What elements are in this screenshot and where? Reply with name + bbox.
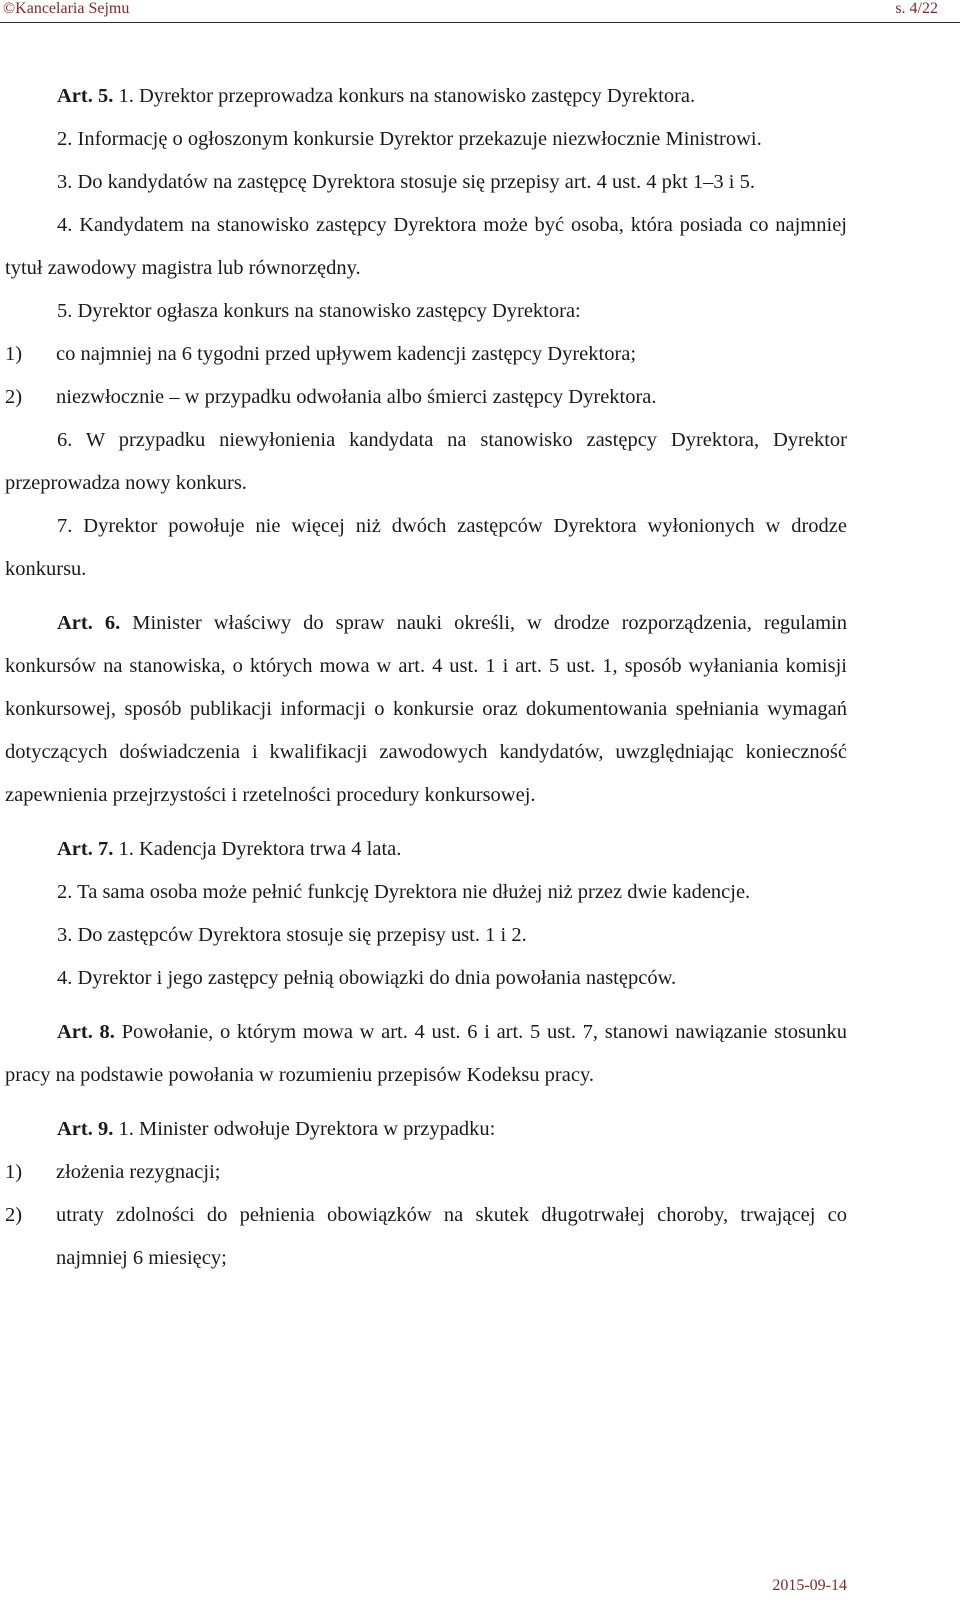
art6-para: Art. 6. Minister właściwy do spraw nauki określi, w drodze rozporządzenia, regulamin konkursów na stanowiska, o których mowa w art. 4 ust. 1 i art. 5 ust. 1, sposób wyłaniania komisji konkursowej, sposób publikacji informacji o konkursie oraz dokumentowania spełniania wymagań dotyczących doświadczenia i kwalifikacji zawodowych kandydatów, uwzględniając konieczność zapewnienia przejrzystości i rzetelności procedury konkursowej.	[5, 612, 848, 806]
art5-para-3: 3. Do kandydatów na zastępcę Dyrektora stosuje się przepisy art. 4 ust. 4 pkt 1–3 i 5.	[57, 171, 755, 193]
art7-label: Art. 7.	[57, 838, 114, 860]
art5-para-2: 2. Informację o ogłoszonym konkursie Dyrektor przekazuje niezwłocznie Ministrowi.	[57, 128, 762, 150]
art5-para-7: 7. Dyrektor powołuje nie więcej niż dwóch zastępców Dyrektora wyłonionych w drodze konkursu.	[5, 515, 847, 580]
art9-label: Art. 9.	[57, 1118, 114, 1140]
art5-list-item	[5, 376, 847, 419]
art6-label: Art. 6.	[57, 612, 121, 634]
art7-para-4: 4. Dyrektor i jego zastępcy pełnią obowiązki do dnia powołania następców.	[57, 967, 677, 989]
header-page-number: s. 4/22	[895, 0, 938, 17]
art7-para-1: Art. 7. 1. Kadencja Dyrektora trwa 4 lata.	[57, 838, 402, 860]
art9-para-1: Art. 9. 1. Minister odwołuje Dyrektora w przypadku:	[57, 1118, 496, 1140]
art8-para: Art. 8. Powołanie, o którym mowa w art. 4 ust. 6 i art. 5 ust. 7, stanowi nawiązanie stosunku pracy na podstawie powołania w rozumieniu przepisów Kodeksu pracy.	[5, 1021, 847, 1086]
list-text: złożenia rezygnacji;	[56, 1161, 221, 1183]
list-number: 1)	[5, 343, 23, 365]
page-header	[0, 0, 960, 23]
art5-para-1: Art. 5. 1. Dyrektor przeprowadza konkurs na stanowisko zastępcy Dyrektora.	[57, 85, 696, 107]
art5-label: Art. 5.	[57, 85, 114, 107]
art5-list-item	[5, 333, 847, 376]
art9-list-item	[5, 1151, 847, 1194]
list-number: 2)	[5, 386, 23, 408]
list-number: 1)	[5, 1161, 23, 1183]
art5-para-4: 4. Kandydatem na stanowisko zastępcy Dyrektora może być osoba, która posiada co najmniej tytuł zawodowy magistra lub równorzędny.	[5, 214, 847, 279]
art7-para-3: 3. Do zastępców Dyrektora stosuje się przepisy ust. 1 i 2.	[57, 924, 527, 946]
list-text: niezwłocznie – w przypadku odwołania albo śmierci zastępcy Dyrektora.	[56, 386, 657, 408]
list-text: utraty zdolności do pełnienia obowiązków na skutek długotrwałej choroby, trwającej co najmniej 6 miesięcy;	[56, 1204, 847, 1269]
art5-para-6: 6. W przypadku niewyłonienia kandydata na stanowisko zastępcy Dyrektora, Dyrektor przeprowadza nowy konkurs.	[5, 429, 847, 494]
art7-para-2: 2. Ta sama osoba może pełnić funkcję Dyrektora nie dłużej niż przez dwie kadencje.	[57, 881, 751, 903]
header-copyright: ©Kancelaria Sejmu	[3, 0, 130, 17]
art5-para-5: 5. Dyrektor ogłasza konkurs na stanowisko zastępcy Dyrektora:	[57, 300, 581, 322]
document-body	[5, 75, 847, 1280]
art9-list-item	[5, 1194, 847, 1280]
list-text: co najmniej na 6 tygodni przed upływem kadencji zastępcy Dyrektora;	[56, 343, 637, 365]
list-number: 2)	[5, 1204, 23, 1226]
art8-label: Art. 8.	[57, 1021, 115, 1043]
footer-date: 2015-09-14	[772, 1577, 847, 1594]
